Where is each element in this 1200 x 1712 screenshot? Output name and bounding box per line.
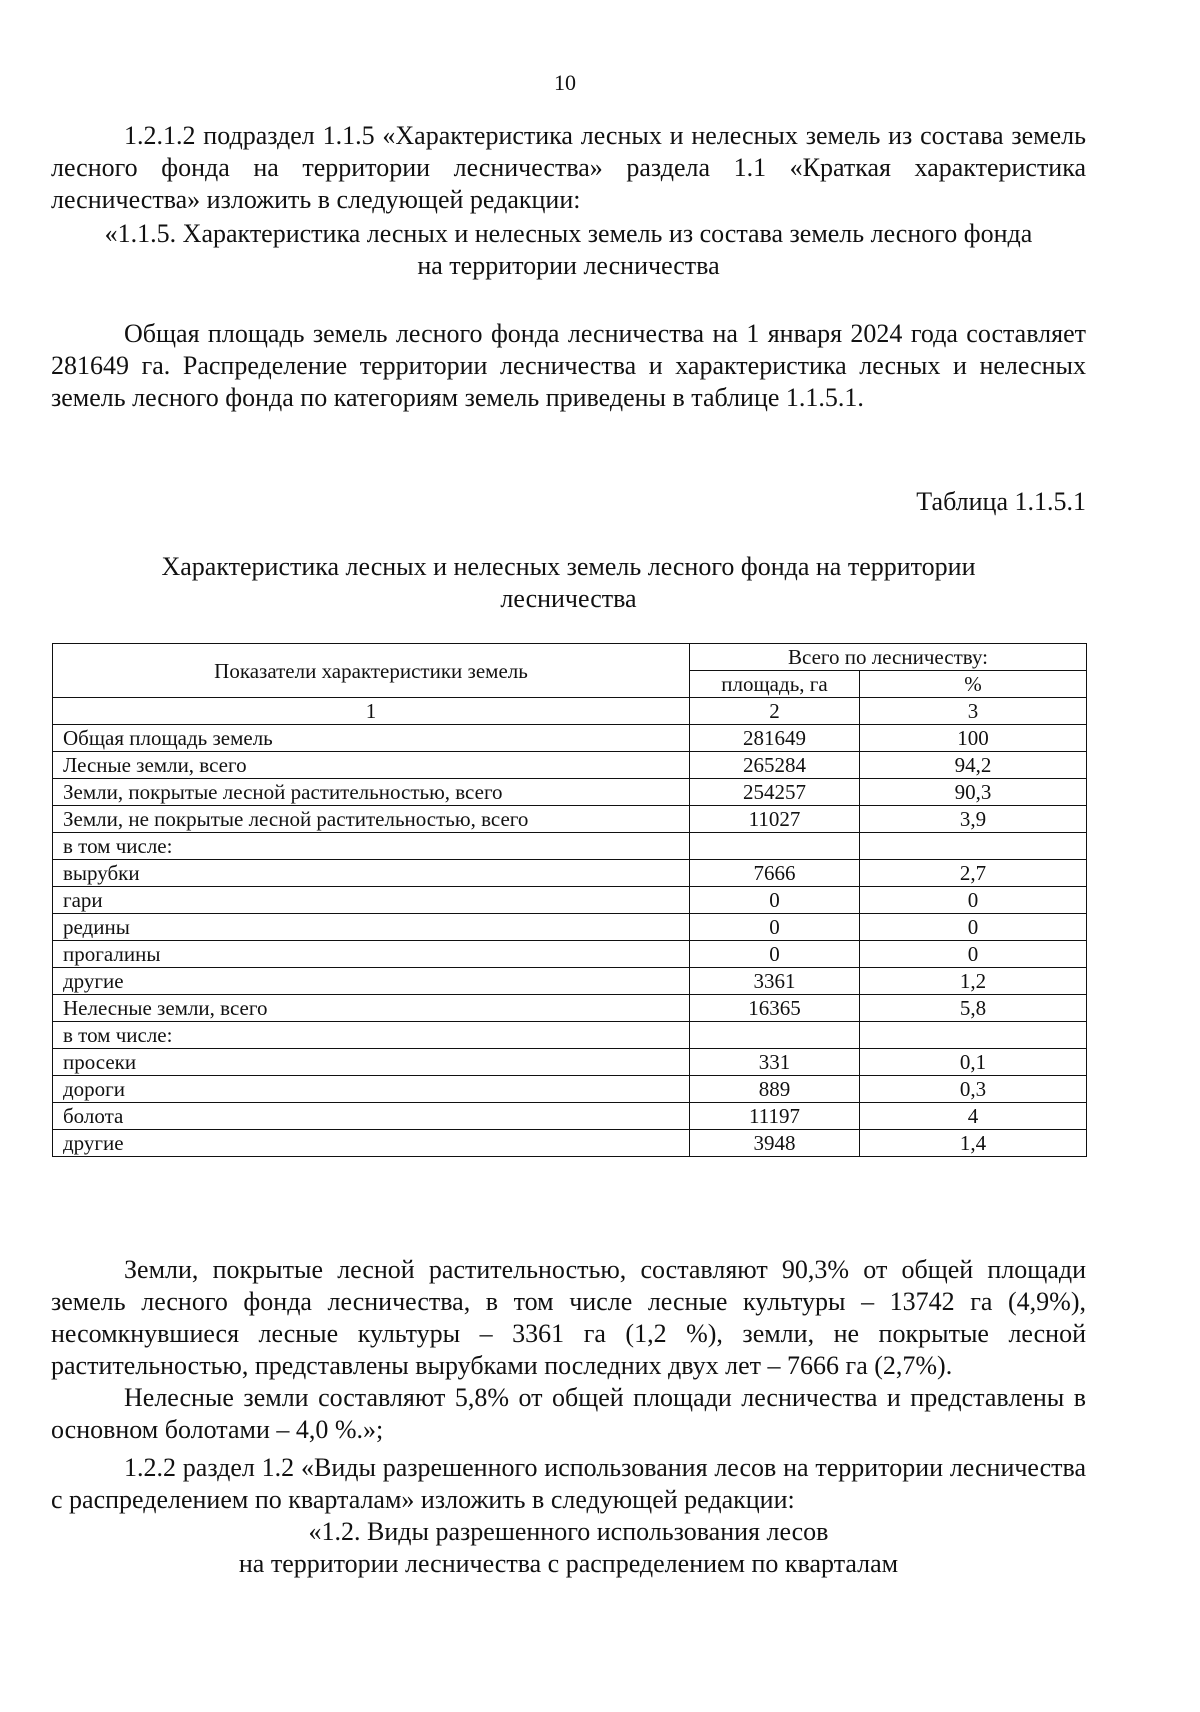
row-percent: 100 — [860, 725, 1087, 752]
table-caption — [51, 551, 1086, 615]
header-indicators: Показатели характеристики земель — [53, 644, 690, 698]
table-caption-line-1: Характеристика лесных и нелесных земель лесного фонда на территории — [161, 552, 976, 581]
page-number: 10 — [554, 70, 576, 95]
row-label: редины — [53, 914, 690, 941]
row-label: другие — [53, 1130, 690, 1157]
general-paragraph — [51, 318, 1086, 414]
row-percent: 90,3 — [860, 779, 1087, 806]
row-area: 265284 — [690, 752, 860, 779]
row-area: 3361 — [690, 968, 860, 995]
summary-paragraph-2: Нелесные земли составляют 5,8% от общей площади лесничества и представлены в основном болотами – 4,0 %.»; — [51, 1383, 1086, 1444]
row-area: 0 — [690, 914, 860, 941]
row-percent: 94,2 — [860, 752, 1087, 779]
next-section-title-line-2: на территории лесничества с распределением по кварталам — [238, 1549, 899, 1578]
next-amendment — [51, 1452, 1086, 1580]
row-label: вырубки — [53, 860, 690, 887]
table-row — [53, 779, 1087, 806]
row-percent: 2,7 — [860, 860, 1087, 887]
table-row — [53, 833, 1087, 860]
table-row — [53, 1076, 1087, 1103]
table-row — [53, 1022, 1087, 1049]
next-amendment-text: 1.2.2 раздел 1.2 «Виды разрешенного использования лесов на территории лесничества с распределением по кварталам» изложить в следующей редакции: — [51, 1453, 1086, 1514]
row-label: в том числе: — [53, 833, 690, 860]
row-area: 3948 — [690, 1130, 860, 1157]
table-row — [53, 914, 1087, 941]
row-area: 11027 — [690, 806, 860, 833]
amendment-intro-text: 1.2.1.2 подраздел 1.1.5 «Характеристика лесных и нелесных земель из состава земель лесного фонда на территории лесничества» раздела 1.1 «Краткая характеристика лесничества» изложить в следующей редакции: — [51, 121, 1086, 214]
general-paragraph-text: Общая площадь земель лесного фонда лесничества на 1 января 2024 года составляет 281649 га. Распределение территории лесничества и характеристика лесных и нелесных земель лесного фонда по категориям земель приведены в таблице 1.1.5.1. — [51, 319, 1086, 412]
table-row — [53, 1130, 1087, 1157]
row-label: болота — [53, 1103, 690, 1130]
summary-paragraphs — [51, 1254, 1086, 1446]
table-row — [53, 806, 1087, 833]
row-area: 331 — [690, 1049, 860, 1076]
row-percent: 0 — [860, 941, 1087, 968]
table-row — [53, 1049, 1087, 1076]
row-label: просеки — [53, 1049, 690, 1076]
table-row — [53, 968, 1087, 995]
table-row — [53, 995, 1087, 1022]
section-title-line-2: на территории лесничества — [417, 251, 720, 280]
row-percent: 0 — [860, 887, 1087, 914]
row-label: Общая площадь земель — [53, 725, 690, 752]
table-row — [53, 887, 1087, 914]
row-area: 889 — [690, 1076, 860, 1103]
table-row — [53, 752, 1087, 779]
section-title — [51, 218, 1086, 282]
row-label: Земли, не покрытые лесной растительностью, всего — [53, 806, 690, 833]
column-number-2: 2 — [690, 698, 860, 725]
row-area: 281649 — [690, 725, 860, 752]
row-label: дороги — [53, 1076, 690, 1103]
header-area: площадь, га — [690, 671, 860, 698]
row-percent — [860, 1022, 1087, 1049]
summary-paragraph-1: Земли, покрытые лесной растительностью, составляют 90,3% от общей площади земель лесного фонда лесничества, в том числе лесные культуры – 13742 га (4,9%), несомкнувшиеся лесные культуры – 3361 га (1,2 %), земли, не покрытые лесной растительностью, представлены вырубками последних двух лет – 7666 га (2,7%). — [51, 1255, 1086, 1380]
row-percent: 1,4 — [860, 1130, 1087, 1157]
amendment-intro — [51, 120, 1086, 216]
row-percent: 5,8 — [860, 995, 1087, 1022]
row-percent: 1,2 — [860, 968, 1087, 995]
row-label: прогалины — [53, 941, 690, 968]
table-caption-line-2: лесничества — [500, 584, 637, 613]
row-percent: 0,3 — [860, 1076, 1087, 1103]
table-label-text: Таблица 1.1.5.1 — [916, 487, 1086, 516]
header-percent: % — [860, 671, 1087, 698]
row-percent — [860, 833, 1087, 860]
table-row — [53, 725, 1087, 752]
row-percent: 0,1 — [860, 1049, 1087, 1076]
row-area: 254257 — [690, 779, 860, 806]
land-characteristics-table — [52, 643, 1087, 1157]
row-area: 0 — [690, 941, 860, 968]
row-percent: 4 — [860, 1103, 1087, 1130]
row-area: 11197 — [690, 1103, 860, 1130]
table-label — [51, 486, 1086, 518]
table-row — [53, 1103, 1087, 1130]
section-title-line-1: «1.1.5. Характеристика лесных и нелесных земель из состава земель лесного фонда — [104, 219, 1033, 248]
row-label: в том числе: — [53, 1022, 690, 1049]
row-label: Земли, покрытые лесной растительностью, всего — [53, 779, 690, 806]
table-row — [53, 941, 1087, 968]
row-area: 16365 — [690, 995, 860, 1022]
row-area — [690, 1022, 860, 1049]
row-label: Нелесные земли, всего — [53, 995, 690, 1022]
row-area: 0 — [690, 887, 860, 914]
row-area: 7666 — [690, 860, 860, 887]
row-percent: 3,9 — [860, 806, 1087, 833]
row-label: гари — [53, 887, 690, 914]
row-area — [690, 833, 860, 860]
row-percent: 0 — [860, 914, 1087, 941]
row-label: другие — [53, 968, 690, 995]
next-section-title-line-1: «1.2. Виды разрешенного использования лесов — [308, 1517, 829, 1546]
column-number-1: 1 — [53, 698, 690, 725]
header-total: Всего по лесничеству: — [690, 644, 1087, 671]
column-number-3: 3 — [860, 698, 1087, 725]
row-label: Лесные земли, всего — [53, 752, 690, 779]
table-row — [53, 860, 1087, 887]
